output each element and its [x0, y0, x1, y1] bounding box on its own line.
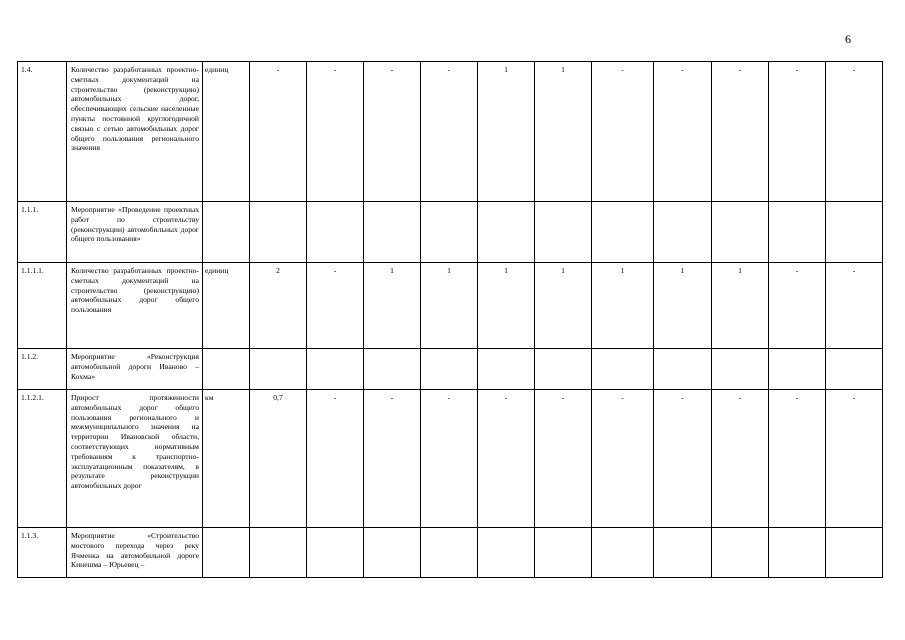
year-value-cell: - [592, 62, 654, 202]
year-value-cell: 1 [478, 263, 535, 349]
year-value-cell [478, 349, 535, 390]
year-value-cell [250, 349, 307, 390]
row-description: Мероприятие «Реконструкция автомобильной дороги Иваново – Кохма» [67, 349, 203, 390]
year-value-cell: 1 [654, 263, 712, 349]
row-number: 1.1.2. [18, 349, 67, 390]
year-value-cell: 2 [250, 263, 307, 349]
indicators-table [17, 61, 883, 578]
row-number: 1.1.2.1. [18, 390, 67, 528]
year-value-cell: 1 [421, 263, 478, 349]
year-value-cell: - [421, 390, 478, 528]
row-unit: км [203, 390, 250, 528]
year-value-cell: 1 [535, 62, 592, 202]
year-value-cell: - [826, 62, 883, 202]
table-row [18, 528, 883, 578]
year-value-cell [654, 349, 712, 390]
year-value-cell [769, 528, 826, 578]
year-value-cell: - [307, 390, 364, 528]
year-value-cell: - [592, 390, 654, 528]
row-description: Количество разработанных проектно-сметных документаций на строительство (реконструкцию) автомобильных дорог, обеспечивающих сельские населенные пункты постоянной круглогодичной связью с сетью автомобильных дорог общего пользования регионального значения [67, 62, 203, 202]
row-unit [203, 528, 250, 578]
year-value-cell [592, 528, 654, 578]
year-value-cell: - [769, 390, 826, 528]
year-value-cell: - [478, 390, 535, 528]
year-value-cell [654, 202, 712, 263]
year-value-cell [421, 528, 478, 578]
year-value-cell [307, 528, 364, 578]
year-value-cell [421, 349, 478, 390]
year-value-cell [712, 349, 769, 390]
table-row [18, 349, 883, 390]
year-value-cell [826, 202, 883, 263]
year-value-cell [307, 202, 364, 263]
row-number: 1.1.3. [18, 528, 67, 578]
year-value-cell: 1 [364, 263, 421, 349]
year-value-cell [364, 202, 421, 263]
table-row [18, 263, 883, 349]
table-row [18, 202, 883, 263]
year-value-cell: - [826, 263, 883, 349]
row-description: Прирост протяженности автомобильных дорог общего пользования регионального и межмуниципального значения на территории Ивановской области, соответствующих нормативным требованиям к транспортно-эксплуатационным показателям, в результате реконструкции автомобильных дорог [67, 390, 203, 528]
year-value-cell: - [307, 62, 364, 202]
row-unit: единиц [203, 62, 250, 202]
year-value-cell: - [307, 263, 364, 349]
row-description: Мероприятие «Строительство мостового перехода через реку Ячменка на автомобильной дороге Кинешма – Юрьевец – [67, 528, 203, 578]
row-unit [203, 349, 250, 390]
page-number: 6 [845, 32, 851, 46]
row-unit: единиц [203, 263, 250, 349]
year-value-cell: 1 [712, 263, 769, 349]
row-number: 1.1.1. [18, 202, 67, 263]
year-value-cell: - [712, 62, 769, 202]
year-value-cell: 0,7 [250, 390, 307, 528]
year-value-cell: - [364, 390, 421, 528]
year-value-cell: - [712, 390, 769, 528]
year-value-cell [712, 202, 769, 263]
table-row [18, 62, 883, 202]
row-number: 1.4. [18, 62, 67, 202]
year-value-cell [364, 528, 421, 578]
year-value-cell [535, 202, 592, 263]
year-value-cell [307, 349, 364, 390]
year-value-cell [250, 202, 307, 263]
row-number: 1.1.1.1. [18, 263, 67, 349]
year-value-cell: - [250, 62, 307, 202]
year-value-cell [535, 349, 592, 390]
year-value-cell [769, 349, 826, 390]
row-description: Количество разработанных проектно-сметных документаций на строительство (реконструкцию) автомобильных дорог общего пользования [67, 263, 203, 349]
year-value-cell: 1 [535, 263, 592, 349]
year-value-cell: - [421, 62, 478, 202]
year-value-cell [478, 528, 535, 578]
year-value-cell [478, 202, 535, 263]
year-value-cell: - [826, 390, 883, 528]
year-value-cell [364, 349, 421, 390]
year-value-cell [421, 202, 478, 263]
year-value-cell: - [769, 263, 826, 349]
year-value-cell: - [654, 62, 712, 202]
year-value-cell: - [769, 62, 826, 202]
year-value-cell [654, 528, 712, 578]
year-value-cell [826, 528, 883, 578]
year-value-cell [535, 528, 592, 578]
year-value-cell [769, 202, 826, 263]
year-value-cell [592, 349, 654, 390]
year-value-cell: - [654, 390, 712, 528]
year-value-cell: - [535, 390, 592, 528]
year-value-cell: - [364, 62, 421, 202]
year-value-cell: 1 [592, 263, 654, 349]
year-value-cell [826, 349, 883, 390]
row-unit [203, 202, 250, 263]
year-value-cell [712, 528, 769, 578]
year-value-cell [250, 528, 307, 578]
table-row [18, 390, 883, 528]
year-value-cell [592, 202, 654, 263]
year-value-cell: 1 [478, 62, 535, 202]
row-description: Мероприятие «Проведение проектных работ по строительству (реконструкции) автомобильных дорог общего пользования» [67, 202, 203, 263]
